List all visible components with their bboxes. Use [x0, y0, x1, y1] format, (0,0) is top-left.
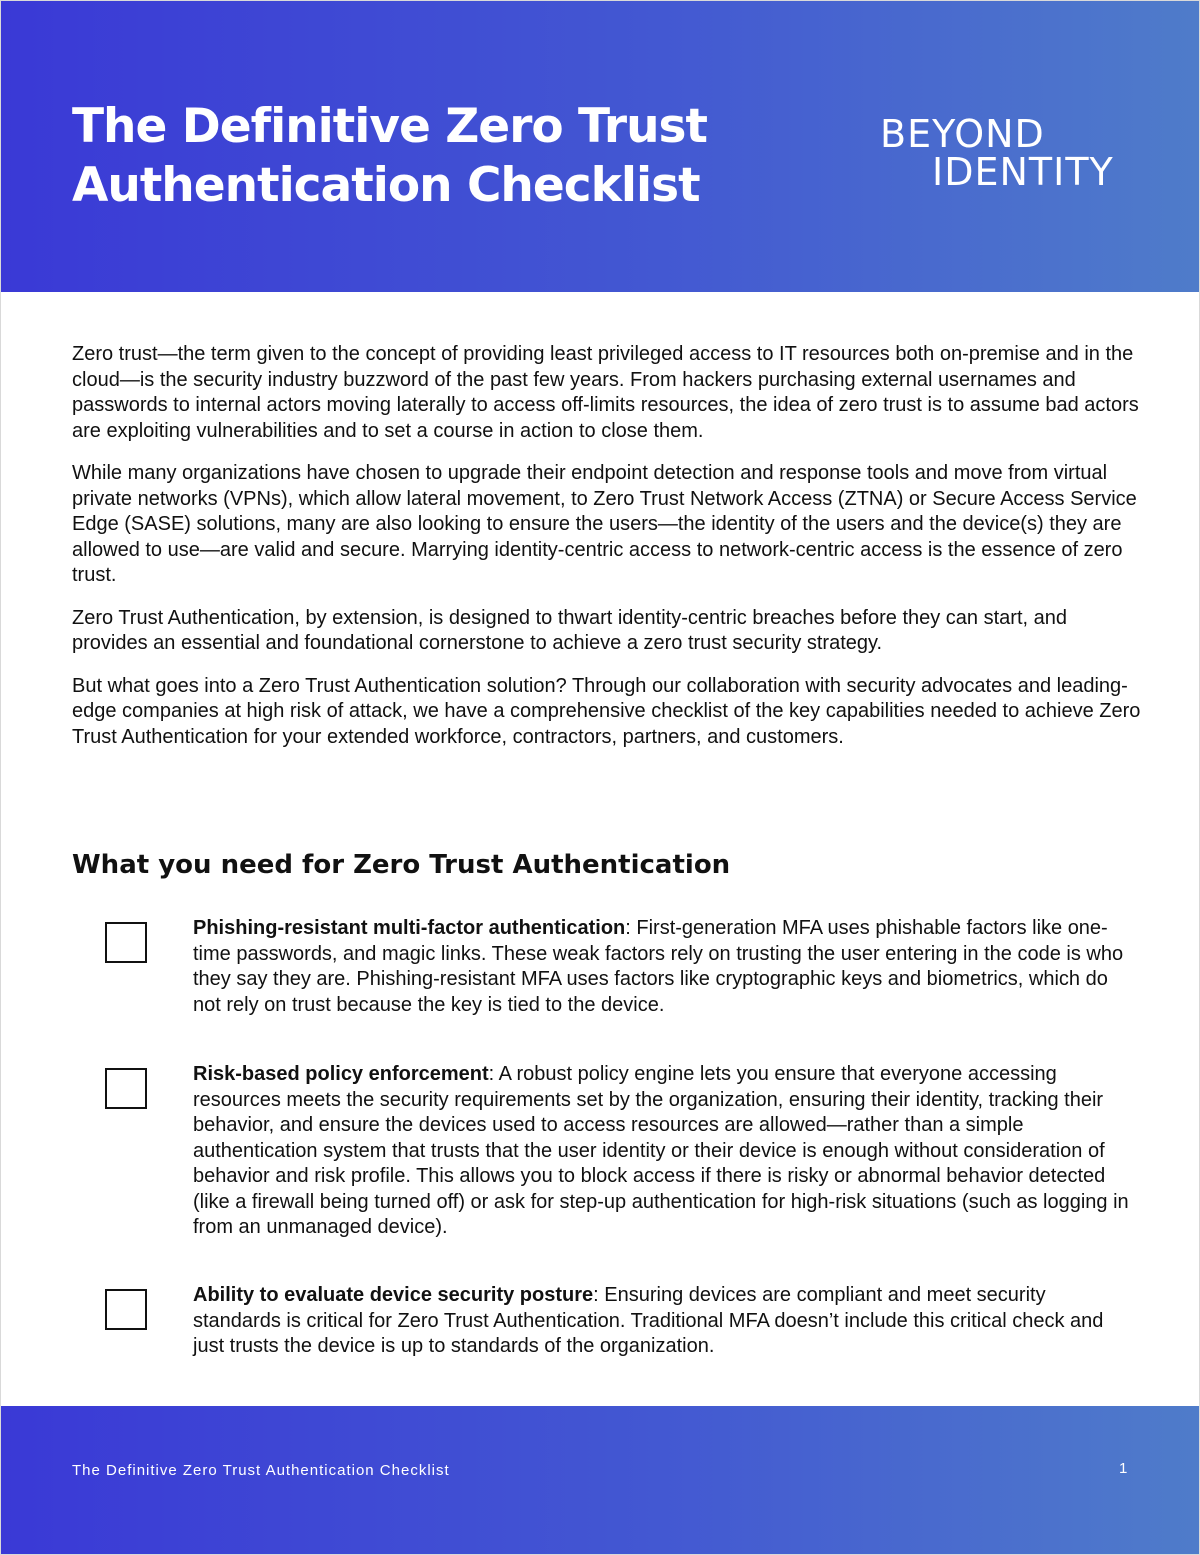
beyond-identity-logo — [880, 113, 1120, 197]
checkbox[interactable] — [105, 1068, 147, 1109]
checklist-item-title: Phishing-resistant multi-factor authentication — [193, 917, 626, 939]
intro-paragraph-2: While many organizations have chosen to upgrade their endpoint detection and response tools and move from virtual private networks (VPNs), which allow lateral movement, to Zero Trust Network Access (ZTNA) or Secure Access Service Edge (SASE) solutions, many are also looking to ensure the users—the identity of the users and the device(s) they are allowed to use—are valid and secure. Marrying identity-centric access to network-centric access is the essence of zero trust. — [72, 462, 1137, 586]
page-number: 1 — [1119, 1460, 1128, 1477]
header-banner — [1, 1, 1200, 292]
intro-paragraph-1: Zero trust—the term given to the concept of providing least privileged access to IT resources both on-premise and in the cloud—is the security industry buzzword of the past few years. From hackers purchasing external usernames and passwords to internal actors moving laterally to access off-limits resources, the idea of zero trust is to assume bad actors are exploiting vulnerabilities and to set a course in action to close them. — [72, 343, 1139, 442]
checklist-item-title: Ability to evaluate device security posture — [193, 1284, 594, 1306]
checklist-item-description: : A robust policy engine lets you ensure that everyone accessing resources meets the security requirements set by the organization, ensuring their identity, tracking their behavior, and ensure the devices used to access resources are allowed—rather than a simple authentication system that trusts that the user identity or their device is enough without consideration of behavior and risk profile. This allows you to block access if there is risky or abnormal behavior detected (like a firewall being turned off) or ask for step-up authentication for high-risk situations (such as logging in from an unmanaged device). — [193, 1063, 1129, 1238]
footer-title: The Definitive Zero Trust Authentication Checklist — [72, 1462, 450, 1479]
footer-banner — [1, 1406, 1200, 1555]
checkbox[interactable] — [105, 1289, 147, 1330]
title-line-2: Authentication Checklist — [72, 158, 700, 213]
checklist-item-text — [193, 1283, 1133, 1360]
intro-section — [72, 342, 1142, 767]
checklist-item-text — [193, 1062, 1133, 1241]
intro-paragraph-3: Zero Trust Authentication, by extension, is designed to thwart identity-centric breaches before they can start, and provides an essential and foundational cornerstone to achieve a zero trust security strategy. — [72, 606, 1067, 654]
checklist-item-description: : First-generation MFA uses phishable factors like one-time passwords, and magic links. These weak factors rely on trusting the user entering in the code is who they say they are. Phishing-resistant MFA uses factors like cryptographic keys and biometrics, which do not rely on trust because the key is tied to the device. — [193, 917, 1124, 1016]
checklist-item-description: : Ensuring devices are compliant and meet security standards is critical for Zero Trust Authentication. Traditional MFA doesn’t include this critical check and just trusts the device is up to standards of the organization. — [193, 1284, 1104, 1357]
logo-line-1: BEYOND — [880, 112, 1045, 156]
checklist-item-title: Risk-based policy enforcement — [193, 1063, 489, 1085]
title-line-1: The Definitive Zero Trust — [72, 99, 707, 154]
logo-line-2: IDENTITY — [932, 150, 1114, 194]
page-title — [72, 97, 772, 215]
section-heading: What you need for Zero Trust Authentication — [72, 850, 731, 880]
checklist-item-text — [193, 916, 1133, 1018]
intro-paragraph-4: But what goes into a Zero Trust Authentication solution? Through our collaboration with security advocates and leading-edge companies at high risk of attack, we have a comprehensive checklist of the key capabilities needed to achieve Zero Trust Authentication for your extended workforce, contractors, partners, and customers. — [72, 674, 1141, 748]
checkbox[interactable] — [105, 922, 147, 963]
